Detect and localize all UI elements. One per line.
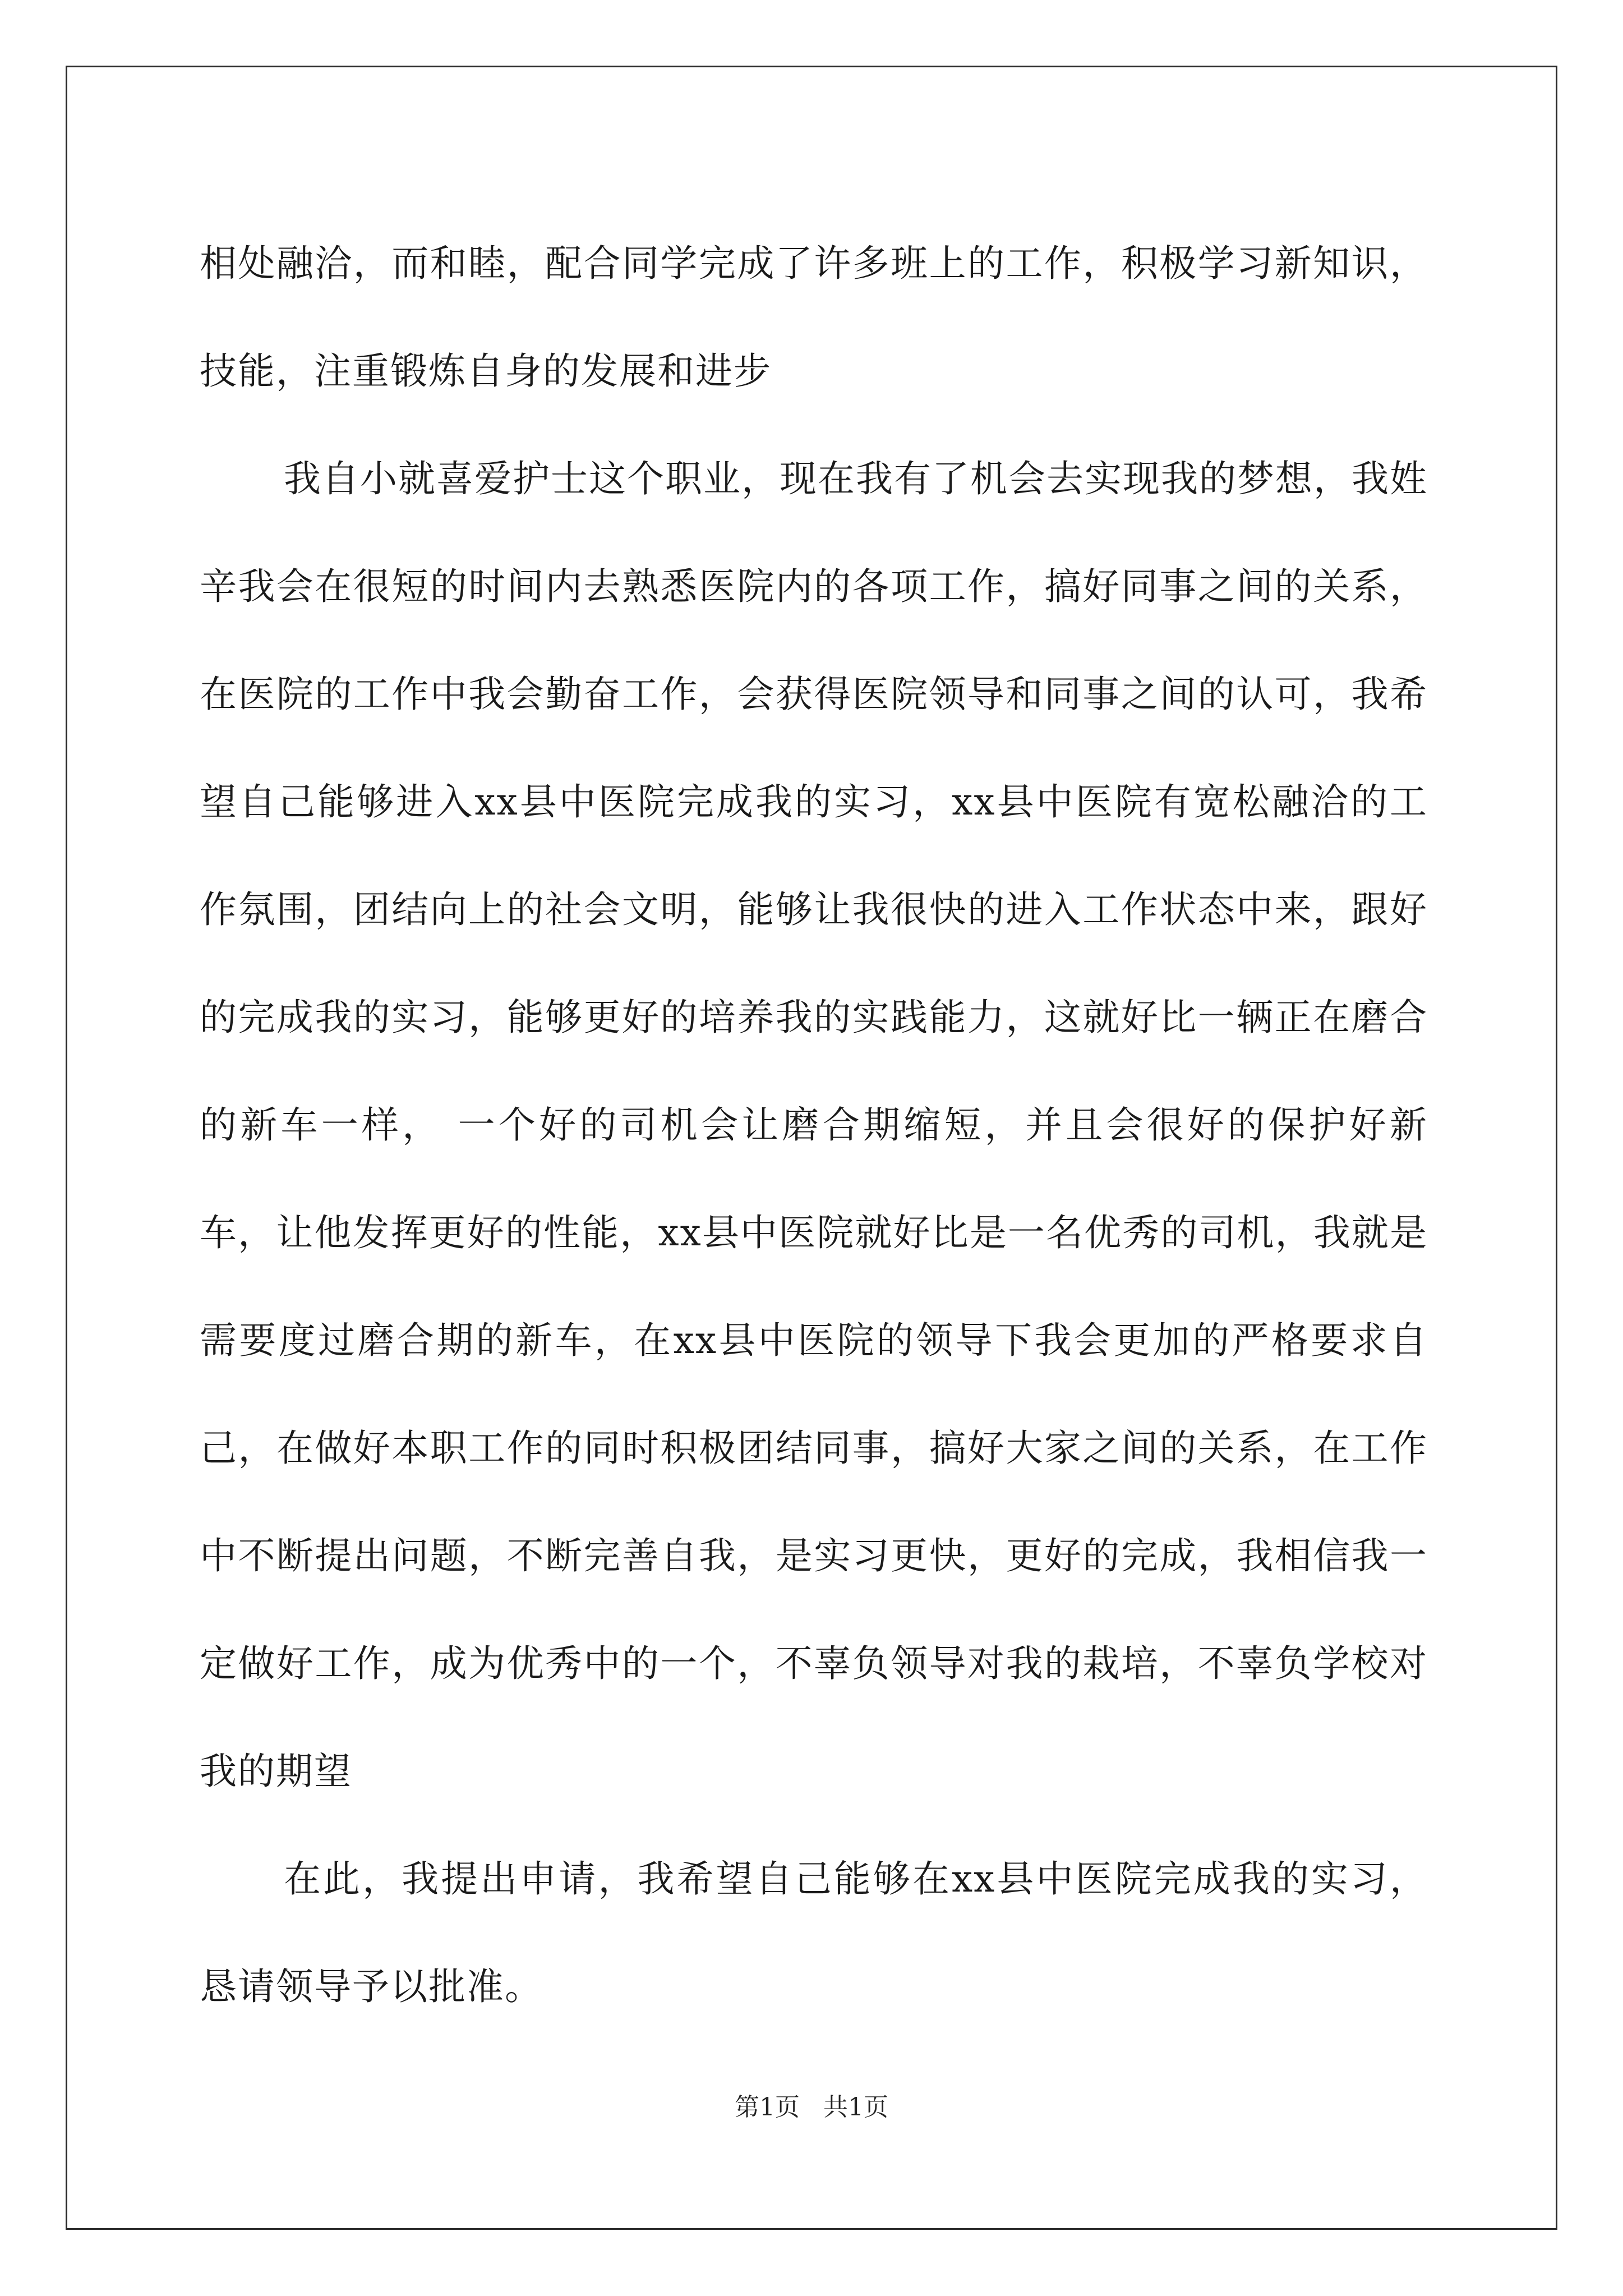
paragraph-1: 相处融洽，而和睦，配合同学完成了许多班上的工作，积极学习新知识，技能，注重锻炼自身的发展和进步 (200, 242, 1428, 393)
page-number: 第1页 (735, 2093, 800, 2122)
paragraph-2: 我自小就喜爱护士这个职业，现在我有了机会去实现我的梦想，我姓辛我会在很短的时间内去熟悉医院内的各项工作，搞好同事之间的关系，在医院的工作中我会勤奋工作，会获得医院领导和同事之间的认可，我希望自己能够进入xx县中医院完成我的实习，xx县中医院有宽松融洽的工作氛围，团结向上的社会文明，能够让我很快的进入工作状态中来，跟好的完成我的实习，能够更好的培养我的实践能力，这就好比一辆正在磨合的新车一样， 一个好的司机会让磨合期缩短，并且会很好的保护好新车，让他发挥更好的性能，xx县中医院就好比是一名优秀的司机，我就是需要度过磨合期的新车，在xx县中医院的领导下我会更加的严格要求自己，在做好本职工作的同时积极团结同事，搞好大家之间的关系，在工作中不断提出问题，不断完善自我，是实习更快，更好的完成，我相信我一定做好工作，成为优秀中的一个，不辜负领导对我的栽培，不辜负学校对我的期望 (200, 457, 1428, 1793)
page-footer (0, 2091, 1623, 2124)
paragraph-3: 在此，我提出申请，我希望自己能够在xx县中医院完成我的实习，恳请领导予以批准。 (200, 1857, 1428, 2008)
page-total: 共1页 (823, 2093, 888, 2122)
document-body (200, 210, 1428, 2041)
